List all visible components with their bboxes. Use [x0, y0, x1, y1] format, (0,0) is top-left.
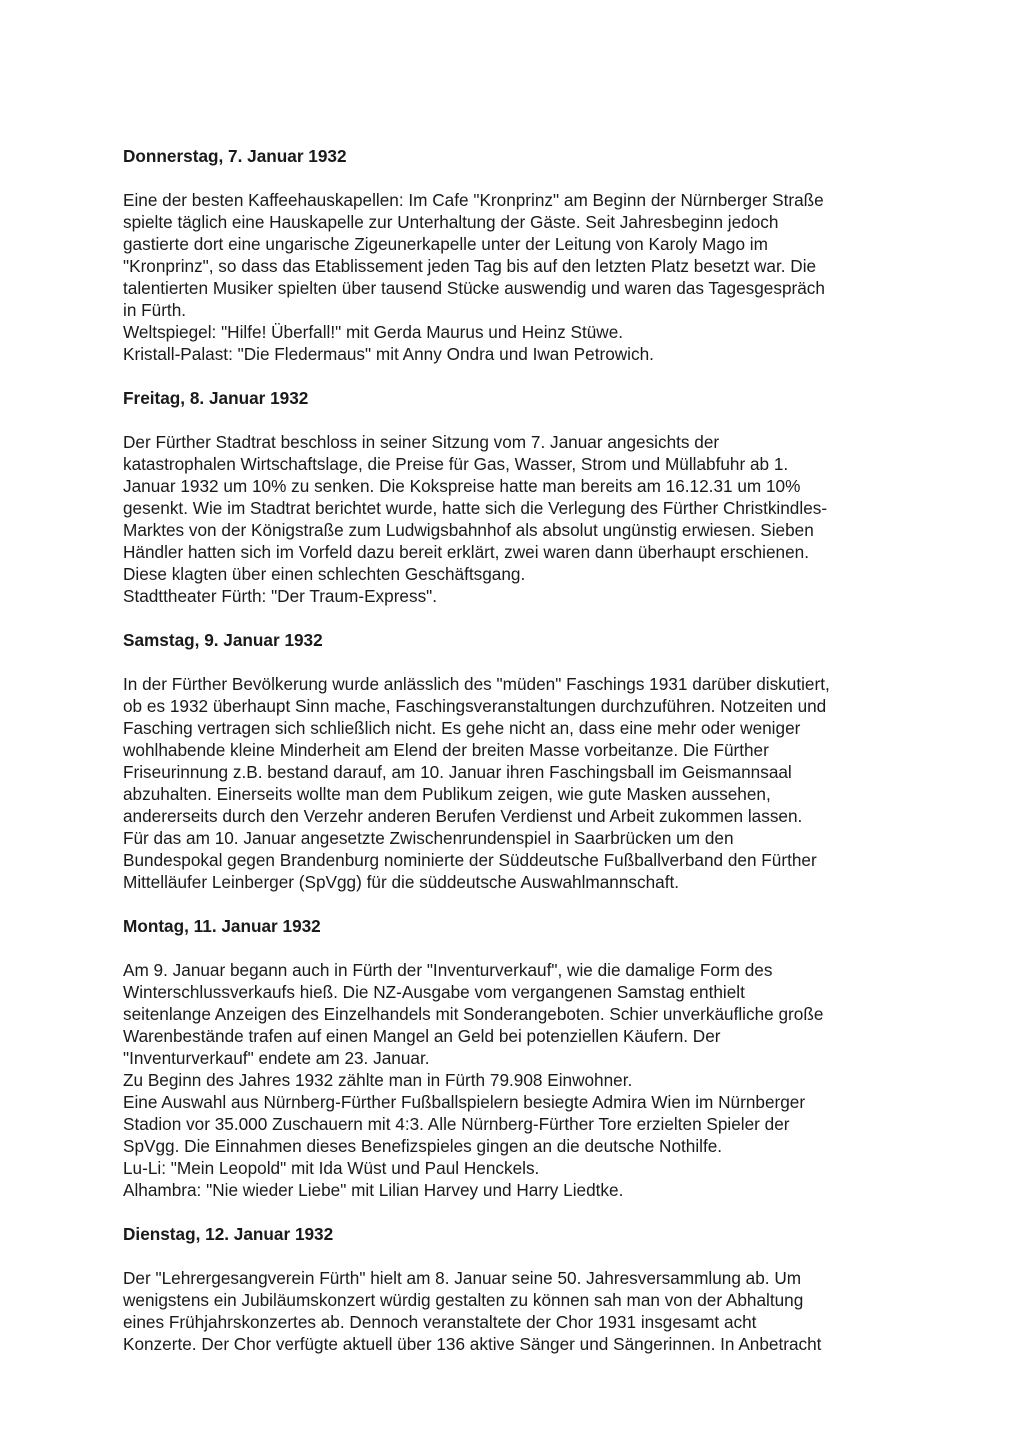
text-line: eines Frühjahrskonzertes ab. Dennoch veranstaltete der Chor 1931 insgesamt acht: [123, 1312, 757, 1332]
text-line: Der "Lehrergesangverein Fürth" hielt am 8. Januar seine 50. Jahresversammlung ab. Um: [123, 1268, 802, 1288]
text-line: wenigstens ein Jubiläumskonzert würdig gestalten zu können sah man von der Abhaltung: [123, 1290, 804, 1310]
text-line: In der Fürther Bevölkerung wurde anlässlich des "müden" Faschings 1931 darüber diskutiert,: [123, 674, 830, 694]
entry-date-heading: Freitag, 8. Januar 1932: [123, 388, 309, 408]
entry-text: [123, 1267, 913, 1355]
text-line: Friseurinnung z.B. bestand darauf, am 10. Januar ihren Faschingsball im Geismannsaal: [123, 762, 792, 782]
text-line: SpVgg. Die Einnahmen dieses Benefizspieles gingen an die deutsche Nothilfe.: [123, 1136, 723, 1156]
text-line: Diese klagten über einen schlechten Geschäftsgang.: [123, 564, 526, 584]
text-line: katastrophalen Wirtschaftslage, die Preise für Gas, Wasser, Strom und Müllabfuhr ab 1.: [123, 454, 789, 474]
text-line: Stadttheater Fürth: "Der Traum-Express".: [123, 586, 438, 606]
text-line: Für das am 10. Januar angesetzte Zwischenrundenspiel in Saarbrücken um den: [123, 828, 734, 848]
text-line: Am 9. Januar begann auch in Fürth der "Inventurverkauf", wie die damalige Form des: [123, 960, 773, 980]
text-line: Eine Auswahl aus Nürnberg-Fürther Fußballspielern besiegte Admira Wien im Nürnberger: [123, 1092, 806, 1112]
text-line: ob es 1932 überhaupt Sinn mache, Faschingsveranstaltungen durchzuführen. Notzeiten und: [123, 696, 827, 716]
diary-entry: [123, 1223, 913, 1355]
text-line: Fasching vertragen sich schließlich nicht. Es gehe nicht an, dass eine mehr oder weniger: [123, 718, 801, 738]
text-line: Weltspiegel: "Hilfe! Überfall!" mit Gerda Maurus und Heinz Stüwe.: [123, 322, 624, 342]
document-page: [123, 145, 913, 1377]
diary-entry: [123, 629, 913, 893]
entry-text: [123, 673, 913, 893]
text-line: in Fürth.: [123, 300, 187, 320]
text-line: Bundespokal gegen Brandenburg nominierte der Süddeutsche Fußballverband den Fürther: [123, 850, 817, 870]
text-line: Stadion vor 35.000 Zuschauern mit 4:3. Alle Nürnberg-Fürther Tore erzielten Spieler der: [123, 1114, 790, 1134]
text-line: andererseits durch den Verzehr anderen Berufen Verdienst und Arbeit zukommen lassen.: [123, 806, 803, 826]
text-line: wohlhabende kleine Minderheit am Elend der breiten Masse vorbeitanze. Die Fürther: [123, 740, 769, 760]
entry-text: [123, 959, 913, 1201]
text-line: "Inventurverkauf" endete am 23. Januar.: [123, 1048, 430, 1068]
text-line: Alhambra: "Nie wieder Liebe" mit Lilian Harvey und Harry Liedtke.: [123, 1180, 624, 1200]
text-line: Mittelläufer Leinberger (SpVgg) für die süddeutsche Auswahlmannschaft.: [123, 872, 680, 892]
text-line: Kristall-Palast: "Die Fledermaus" mit Anny Ondra und Iwan Petrowich.: [123, 344, 654, 364]
entry-text: [123, 431, 913, 607]
text-line: Marktes von der Königstraße zum Ludwigsbahnhof als absolut ungünstig erwiesen. Sieben: [123, 520, 814, 540]
text-line: Der Fürther Stadtrat beschloss in seiner Sitzung vom 7. Januar angesichts der: [123, 432, 720, 452]
entry-date-heading: Samstag, 9. Januar 1932: [123, 630, 323, 650]
text-line: talentierten Musiker spielten über tausend Stücke auswendig und waren das Tagesgespräch: [123, 278, 825, 298]
text-line: Konzerte. Der Chor verfügte aktuell über 136 aktive Sänger und Sängerinnen. In Anbetracht: [123, 1334, 822, 1354]
text-line: Januar 1932 um 10% zu senken. Die Kokspreise hatte man bereits am 16.12.31 um 10%: [123, 476, 801, 496]
entry-date-heading: Donnerstag, 7. Januar 1932: [123, 146, 347, 166]
text-line: gesenkt. Wie im Stadtrat berichtet wurde, hatte sich die Verlegung des Fürther Christkindles-: [123, 498, 828, 518]
diary-entry: [123, 915, 913, 1201]
text-line: spielte täglich eine Hauskapelle zur Unterhaltung der Gäste. Seit Jahresbeginn jedoch: [123, 212, 779, 232]
text-line: "Kronprinz", so dass das Etablissement jeden Tag bis auf den letzten Platz besetzt war. Die: [123, 256, 817, 276]
text-line: Winterschlussverkaufs hieß. Die NZ-Ausgabe vom vergangenen Samstag enthielt: [123, 982, 745, 1002]
text-line: Händler hatten sich im Vorfeld dazu bereit erklärt, zwei waren dann überhaupt erschienen.: [123, 542, 809, 562]
text-line: Eine der besten Kaffeehauskapellen: Im Cafe "Kronprinz" am Beginn der Nürnberger Straße: [123, 190, 824, 210]
entry-date-heading: Dienstag, 12. Januar 1932: [123, 1224, 334, 1244]
text-line: seitenlange Anzeigen des Einzelhandels mit Sonderangeboten. Schier unverkäufliche große: [123, 1004, 824, 1024]
text-line: Lu-Li: "Mein Leopold" mit Ida Wüst und Paul Henckels.: [123, 1158, 540, 1178]
text-line: abzuhalten. Einerseits wollte man dem Publikum zeigen, wie gute Masken aussehen,: [123, 784, 771, 804]
diary-entry: [123, 145, 913, 365]
entry-date-heading: Montag, 11. Januar 1932: [123, 916, 321, 936]
text-line: Zu Beginn des Jahres 1932 zählte man in Fürth 79.908 Einwohner.: [123, 1070, 633, 1090]
diary-entry: [123, 387, 913, 607]
text-line: gastierte dort eine ungarische Zigeunerkapelle unter der Leitung von Karoly Mago im: [123, 234, 768, 254]
entry-text: [123, 189, 913, 365]
text-line: Warenbestände trafen auf einen Mangel an Geld bei potenziellen Käufern. Der: [123, 1026, 721, 1046]
